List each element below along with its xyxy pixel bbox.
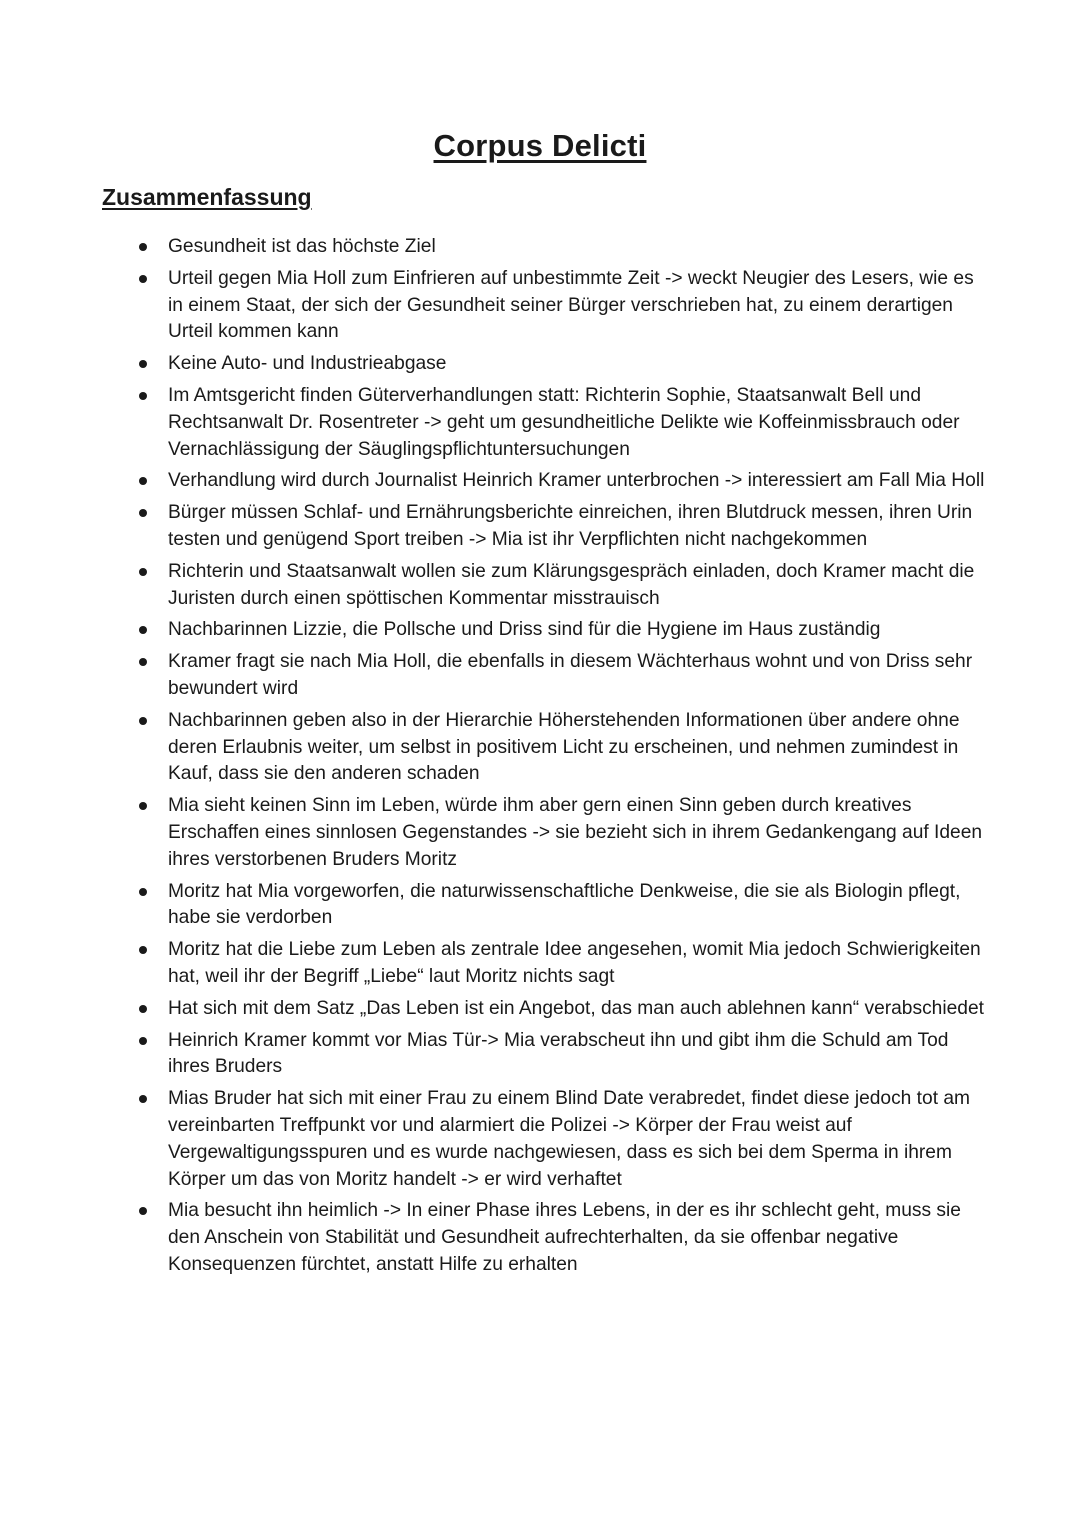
list-item-text: Im Amtsgericht finden Güterverhandlungen statt: Richterin Sophie, Staatsanwalt Bell und Rechtsanwalt Dr. Rosentreter -> geht um gesundheitliche Delikte wie Koffeinmissbrauch oder Vernachlässigung der Säuglingspflichtuntersuchungen bbox=[168, 384, 960, 460]
list-item bbox=[0, 500, 1080, 554]
bullet-dot-icon bbox=[139, 946, 147, 954]
bullet-dot-icon bbox=[139, 1037, 147, 1045]
bullet-dot-icon bbox=[139, 477, 147, 485]
list-item-text: Nachbarinnen geben also in der Hierarchie Höherstehenden Informationen über andere ohne deren Erlaubnis weiter, um selbst in positivem Licht zu erscheinen, und nehmen zumindest in Kauf, dass sie den anderen schaden bbox=[168, 709, 960, 785]
list-item bbox=[0, 617, 1080, 644]
section-heading-zusammenfassung: Zusammenfassung bbox=[102, 184, 312, 210]
bullet-dot-icon bbox=[139, 1207, 147, 1215]
list-item-text: Heinrich Kramer kommt vor Mias Tür-> Mia verabscheut ihn und gibt ihm die Schuld am Tod ihres Bruders bbox=[168, 1029, 949, 1078]
bullet-dot-icon bbox=[139, 626, 147, 634]
bullet-dot-icon bbox=[139, 1005, 147, 1013]
list-item bbox=[0, 383, 1080, 463]
summary-bullet-list bbox=[0, 234, 1080, 1284]
document-title: Corpus Delicti bbox=[433, 128, 647, 163]
bullet-dot-icon bbox=[139, 1095, 147, 1103]
list-item bbox=[0, 1028, 1080, 1082]
bullet-dot-icon bbox=[139, 360, 147, 368]
list-item-text: Kramer fragt sie nach Mia Holl, die ebenfalls in diesem Wächterhaus wohnt und von Driss sehr bewundert wird bbox=[168, 651, 973, 699]
list-item bbox=[0, 559, 1080, 613]
list-item-text: Mias Bruder hat sich mit einer Frau zu einem Blind Date verabredet, findet diese jedoch tot am vereinbarten Treffpunkt vor und alarmiert die Polizei -> Körper der Frau weist auf Vergewaltigungsspuren und es wurde nachgewiesen, dass es sich bei dem Sperma in ihrem Körper um das von Moritz handelt -> er wird verhaftet bbox=[168, 1088, 971, 1190]
list-item-text: Urteil gegen Mia Holl zum Einfrieren auf unbestimmte Zeit -> weckt Neugier des Lesers, wie es in einem Staat, der sich der Gesundheit seiner Bürger verschrieben hat, zu einem derartigen Urteil kommen kann bbox=[168, 267, 974, 343]
list-item-text: Moritz hat Mia vorgeworfen, die naturwissenschaftliche Denkweise, die sie als Biologin pflegt, habe sie verdorben bbox=[168, 880, 961, 929]
list-item-text: Keine Auto- und Industrieabgase bbox=[168, 353, 447, 375]
list-item-text: Bürger müssen Schlaf- und Ernährungsberichte einreichen, ihren Blutdruck messen, ihren Urin testen und genügend Sport treiben -> Mia ist ihr Verpflichten nicht nachgekommen bbox=[168, 502, 973, 550]
list-item bbox=[0, 879, 1080, 933]
list-item-text: Moritz hat die Liebe zum Leben als zentrale Idee angesehen, womit Mia jedoch Schwierigkeiten hat, weil ihr der Begriff „Liebe“ laut Moritz nichts sagt bbox=[168, 939, 981, 987]
bullet-dot-icon bbox=[139, 888, 147, 896]
bullet-dot-icon bbox=[139, 717, 147, 725]
list-item bbox=[0, 996, 1080, 1023]
list-item bbox=[0, 351, 1080, 378]
bullet-dot-icon bbox=[139, 568, 147, 576]
bullet-dot-icon bbox=[139, 509, 147, 517]
list-item-text: Verhandlung wird durch Journalist Heinrich Kramer unterbrochen -> interessiert am Fall Mia Holl bbox=[168, 470, 985, 492]
list-item bbox=[0, 793, 1080, 873]
bullet-dot-icon bbox=[139, 392, 147, 400]
list-item-text: Richterin und Staatsanwalt wollen sie zum Klärungsgespräch einladen, doch Kramer macht die Juristen durch einen spöttischen Kommentar misstrauisch bbox=[168, 560, 975, 609]
list-item bbox=[0, 234, 1080, 261]
list-item bbox=[0, 266, 1080, 346]
list-item bbox=[0, 1198, 1080, 1278]
bullet-dot-icon bbox=[139, 802, 147, 810]
list-item bbox=[0, 937, 1080, 991]
list-item-text: Mia besucht ihn heimlich -> In einer Phase ihres Lebens, in der es ihr schlecht geht, muss sie den Anschein von Stabilität und Gesundheit aufrechterhalten, da sie offenbar negative Konsequenzen fürchtet, anstatt Hilfe zu erhalten bbox=[168, 1200, 961, 1275]
bullet-dot-icon bbox=[139, 658, 147, 666]
list-item-text: Gesundheit ist das höchste Ziel bbox=[168, 236, 436, 257]
list-item bbox=[0, 1086, 1080, 1193]
list-item-text: Hat sich mit dem Satz „Das Leben ist ein Angebot, das man auch ablehnen kann“ verabschiedet bbox=[168, 997, 984, 1019]
bullet-dot-icon bbox=[139, 243, 147, 251]
list-item bbox=[0, 649, 1080, 703]
list-item-text: Nachbarinnen Lizzie, die Pollsche und Driss sind für die Hygiene im Haus zuständig bbox=[168, 619, 881, 641]
bullet-dot-icon bbox=[139, 275, 147, 283]
list-item bbox=[0, 708, 1080, 788]
list-item bbox=[0, 468, 1080, 495]
list-item-text: Mia sieht keinen Sinn im Leben, würde ihm aber gern einen Sinn geben durch kreatives Erschaffen eines sinnlosen Gegenstandes -> sie bezieht sich in ihrem Gedankengang auf Ideen ihres verstorbenen Bruders Moritz bbox=[168, 795, 983, 870]
